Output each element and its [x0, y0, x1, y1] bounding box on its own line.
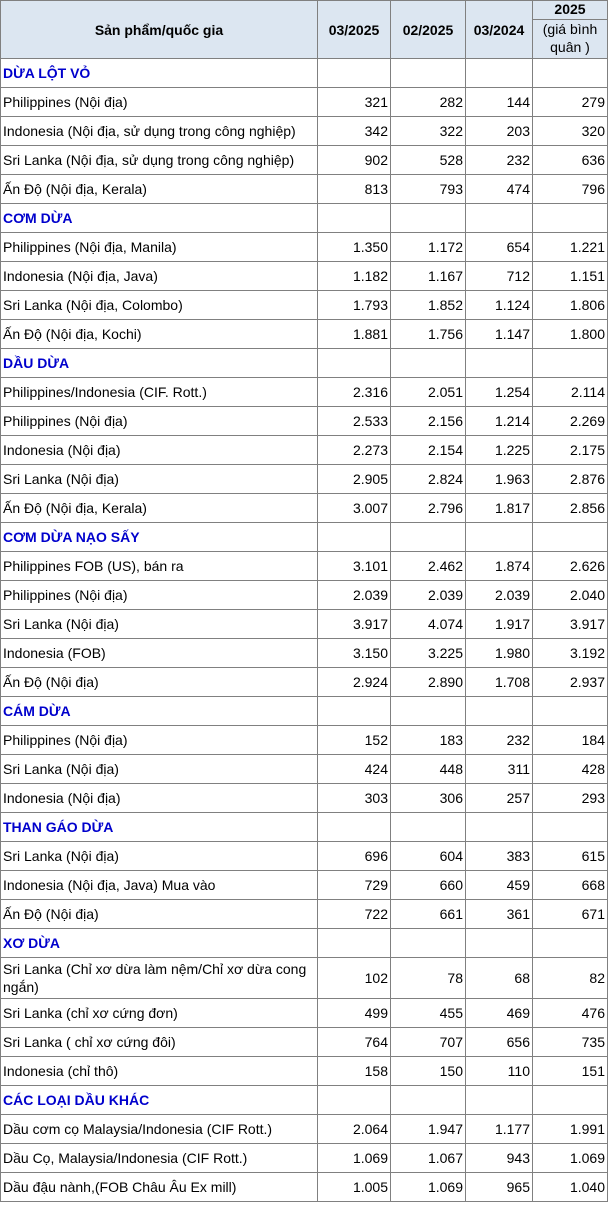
empty-cell: [391, 1086, 466, 1115]
row-label: Indonesia (chỉ thô): [1, 1057, 318, 1086]
row-label: Ấn Độ (Nội địa): [1, 668, 318, 697]
table-row: [1, 378, 608, 407]
row-label: Indonesia (Nội địa, Java): [1, 262, 318, 291]
section-header-row: [1, 929, 608, 958]
table-row: [1, 668, 608, 697]
value-cell-v1: 2.924: [318, 668, 391, 697]
row-label: Sri Lanka (Nội địa): [1, 755, 318, 784]
value-cell-v4: 1.806: [533, 291, 608, 320]
value-cell-v2: 793: [391, 175, 466, 204]
table-row: [1, 291, 608, 320]
empty-cell: [391, 813, 466, 842]
empty-cell: [318, 204, 391, 233]
empty-cell: [391, 697, 466, 726]
value-cell-v3: 361: [466, 900, 533, 929]
value-cell-v1: 1.069: [318, 1144, 391, 1173]
value-cell-v3: 474: [466, 175, 533, 204]
value-cell-v2: 528: [391, 146, 466, 175]
value-cell-v4: 82: [533, 958, 608, 999]
empty-cell: [533, 204, 608, 233]
value-cell-v2: 1.167: [391, 262, 466, 291]
value-cell-v4: 3.192: [533, 639, 608, 668]
value-cell-v4: 279: [533, 88, 608, 117]
value-cell-v3: 144: [466, 88, 533, 117]
value-cell-v3: 459: [466, 871, 533, 900]
value-cell-v2: 2.824: [391, 465, 466, 494]
value-cell-v2: 1.069: [391, 1173, 466, 1202]
header-03-2024: 03/2024: [466, 1, 533, 59]
empty-cell: [391, 349, 466, 378]
value-cell-v1: 424: [318, 755, 391, 784]
value-cell-v1: 764: [318, 1028, 391, 1057]
empty-cell: [466, 929, 533, 958]
empty-cell: [391, 523, 466, 552]
row-label: Dầu cơm cọ Malaysia/Indonesia (CIF Rott.): [1, 1115, 318, 1144]
value-cell-v3: 656: [466, 1028, 533, 1057]
value-cell-v3: 1.254: [466, 378, 533, 407]
header-02-2025: 02/2025: [391, 1, 466, 59]
value-cell-v1: 2.533: [318, 407, 391, 436]
section-header-row: [1, 523, 608, 552]
row-label: Sri Lanka (Nội địa): [1, 465, 318, 494]
value-cell-v4: 668: [533, 871, 608, 900]
value-cell-v4: 428: [533, 755, 608, 784]
value-cell-v1: 2.316: [318, 378, 391, 407]
table-row: [1, 784, 608, 813]
value-cell-v1: 158: [318, 1057, 391, 1086]
section-header-row: [1, 59, 608, 88]
empty-cell: [318, 1086, 391, 1115]
value-cell-v3: 1.214: [466, 407, 533, 436]
table-row: [1, 88, 608, 117]
value-cell-v4: 735: [533, 1028, 608, 1057]
value-cell-v2: 150: [391, 1057, 466, 1086]
value-cell-v3: 654: [466, 233, 533, 262]
table-row: [1, 871, 608, 900]
empty-cell: [533, 813, 608, 842]
value-cell-v2: 3.225: [391, 639, 466, 668]
row-label: Ấn Độ (Nội địa, Kerala): [1, 494, 318, 523]
empty-cell: [318, 349, 391, 378]
row-label: Sri Lanka ( chỉ xơ cứng đôi): [1, 1028, 318, 1057]
empty-cell: [391, 59, 466, 88]
row-label: Philippines (Nội địa): [1, 407, 318, 436]
row-label: Philippines (Nội địa): [1, 88, 318, 117]
empty-cell: [391, 204, 466, 233]
value-cell-v3: 965: [466, 1173, 533, 1202]
table-row: [1, 1144, 608, 1173]
value-cell-v1: 1.182: [318, 262, 391, 291]
row-label: Indonesia (Nội địa): [1, 784, 318, 813]
table-row: [1, 465, 608, 494]
value-cell-v2: 306: [391, 784, 466, 813]
row-label: Philippines FOB (US), bán ra: [1, 552, 318, 581]
value-cell-v3: 1.917: [466, 610, 533, 639]
value-cell-v3: 1.817: [466, 494, 533, 523]
value-cell-v2: 1.852: [391, 291, 466, 320]
value-cell-v2: 183: [391, 726, 466, 755]
value-cell-v4: 1.151: [533, 262, 608, 291]
value-cell-v3: 1.980: [466, 639, 533, 668]
value-cell-v4: 1.221: [533, 233, 608, 262]
empty-cell: [533, 929, 608, 958]
table-row: [1, 1057, 608, 1086]
value-cell-v4: 3.917: [533, 610, 608, 639]
value-cell-v3: 311: [466, 755, 533, 784]
value-cell-v4: 151: [533, 1057, 608, 1086]
row-label: Philippines (Nội địa, Manila): [1, 233, 318, 262]
table-body: [1, 59, 608, 1202]
table-row: [1, 755, 608, 784]
value-cell-v4: 2.269: [533, 407, 608, 436]
value-cell-v1: 1.005: [318, 1173, 391, 1202]
value-cell-v1: 102: [318, 958, 391, 999]
value-cell-v4: 2.175: [533, 436, 608, 465]
value-cell-v3: 68: [466, 958, 533, 999]
value-cell-v4: 796: [533, 175, 608, 204]
table-row: [1, 320, 608, 349]
table-row: [1, 494, 608, 523]
value-cell-v2: 448: [391, 755, 466, 784]
row-label: Indonesia (Nội địa, sử dụng trong công nghiệp): [1, 117, 318, 146]
row-label: Indonesia (FOB): [1, 639, 318, 668]
value-cell-v2: 78: [391, 958, 466, 999]
value-cell-v3: 232: [466, 146, 533, 175]
value-cell-v1: 3.101: [318, 552, 391, 581]
row-label: Ấn Độ (Nội địa): [1, 900, 318, 929]
table-row: [1, 436, 608, 465]
section-title: CÁC LOẠI DẦU KHÁC: [1, 1086, 318, 1115]
value-cell-v2: 4.074: [391, 610, 466, 639]
value-cell-v1: 342: [318, 117, 391, 146]
value-cell-v3: 110: [466, 1057, 533, 1086]
value-cell-v1: 2.064: [318, 1115, 391, 1144]
header-row: [1, 1, 608, 59]
value-cell-v4: 1.069: [533, 1144, 608, 1173]
section-title: THAN GÁO DỪA: [1, 813, 318, 842]
value-cell-v1: 3.007: [318, 494, 391, 523]
value-cell-v2: 1.067: [391, 1144, 466, 1173]
section-header-row: [1, 813, 608, 842]
value-cell-v3: 1.177: [466, 1115, 533, 1144]
value-cell-v4: 2.626: [533, 552, 608, 581]
empty-cell: [466, 204, 533, 233]
table-row: [1, 581, 608, 610]
value-cell-v2: 2.154: [391, 436, 466, 465]
value-cell-v2: 455: [391, 999, 466, 1028]
value-cell-v4: 671: [533, 900, 608, 929]
section-title: CƠM DỪA NẠO SẤY: [1, 523, 318, 552]
row-label: Sri Lanka (Nội địa, sử dụng trong công nghiệp): [1, 146, 318, 175]
value-cell-v3: 469: [466, 999, 533, 1028]
value-cell-v3: 1.225: [466, 436, 533, 465]
row-label: Philippines/Indonesia (CIF. Rott.): [1, 378, 318, 407]
empty-cell: [466, 813, 533, 842]
empty-cell: [466, 697, 533, 726]
value-cell-v2: 2.796: [391, 494, 466, 523]
row-label: Philippines (Nội địa): [1, 726, 318, 755]
value-cell-v4: 1.991: [533, 1115, 608, 1144]
value-cell-v2: 1.172: [391, 233, 466, 262]
row-label: Sri Lanka (Nội địa): [1, 842, 318, 871]
value-cell-v4: 184: [533, 726, 608, 755]
row-label: Indonesia (Nội địa, Java) Mua vào: [1, 871, 318, 900]
value-cell-v1: 303: [318, 784, 391, 813]
value-cell-v4: 615: [533, 842, 608, 871]
empty-cell: [318, 59, 391, 88]
empty-cell: [533, 349, 608, 378]
empty-cell: [533, 697, 608, 726]
value-cell-v2: 604: [391, 842, 466, 871]
value-cell-v4: 476: [533, 999, 608, 1028]
empty-cell: [391, 929, 466, 958]
section-header-row: [1, 697, 608, 726]
value-cell-v2: 661: [391, 900, 466, 929]
table-row: [1, 262, 608, 291]
value-cell-v4: 2.114: [533, 378, 608, 407]
value-cell-v2: 1.947: [391, 1115, 466, 1144]
value-cell-v1: 696: [318, 842, 391, 871]
value-cell-v3: 943: [466, 1144, 533, 1173]
table-row: [1, 1115, 608, 1144]
value-cell-v1: 2.039: [318, 581, 391, 610]
header-03-2025: 03/2025: [318, 1, 391, 59]
value-cell-v1: 321: [318, 88, 391, 117]
table-row: [1, 610, 608, 639]
table-row: [1, 842, 608, 871]
table-row: [1, 175, 608, 204]
header-2025-sub: (giá bình quân ): [542, 21, 598, 55]
value-cell-v1: 729: [318, 871, 391, 900]
value-cell-v4: 1.040: [533, 1173, 608, 1202]
row-label: Sri Lanka (Nội địa): [1, 610, 318, 639]
value-cell-v1: 902: [318, 146, 391, 175]
value-cell-v4: 636: [533, 146, 608, 175]
table-row: [1, 1028, 608, 1057]
value-cell-v2: 1.756: [391, 320, 466, 349]
value-cell-v1: 2.273: [318, 436, 391, 465]
value-cell-v4: 2.856: [533, 494, 608, 523]
table-row: [1, 233, 608, 262]
value-cell-v4: 1.800: [533, 320, 608, 349]
value-cell-v4: 320: [533, 117, 608, 146]
value-cell-v2: 660: [391, 871, 466, 900]
value-cell-v1: 3.917: [318, 610, 391, 639]
header-product-country: Sản phẩm/quốc gia: [1, 1, 318, 59]
value-cell-v2: 2.890: [391, 668, 466, 697]
section-title: DỪA LỘT VỎ: [1, 59, 318, 88]
table-row: [1, 117, 608, 146]
header-2025-year: 2025: [533, 1, 607, 20]
value-cell-v2: 282: [391, 88, 466, 117]
value-cell-v4: 2.937: [533, 668, 608, 697]
section-title: DẦU DỪA: [1, 349, 318, 378]
section-header-row: [1, 204, 608, 233]
value-cell-v4: 293: [533, 784, 608, 813]
value-cell-v1: 722: [318, 900, 391, 929]
row-label: Sri Lanka (chỉ xơ cứng đơn): [1, 999, 318, 1028]
value-cell-v2: 2.156: [391, 407, 466, 436]
empty-cell: [466, 1086, 533, 1115]
value-cell-v3: 1.874: [466, 552, 533, 581]
value-cell-v1: 1.350: [318, 233, 391, 262]
value-cell-v2: 2.039: [391, 581, 466, 610]
value-cell-v1: 3.150: [318, 639, 391, 668]
value-cell-v2: 2.462: [391, 552, 466, 581]
value-cell-v1: 2.905: [318, 465, 391, 494]
table-row: [1, 146, 608, 175]
row-label: Philippines (Nội địa): [1, 581, 318, 610]
empty-cell: [318, 697, 391, 726]
empty-cell: [533, 523, 608, 552]
value-cell-v3: 2.039: [466, 581, 533, 610]
value-cell-v3: 1.963: [466, 465, 533, 494]
empty-cell: [466, 59, 533, 88]
empty-cell: [533, 59, 608, 88]
row-label: Dầu Cọ, Malaysia/Indonesia (CIF Rott.): [1, 1144, 318, 1173]
section-title: CÁM DỪA: [1, 697, 318, 726]
empty-cell: [318, 523, 391, 552]
table-row: [1, 726, 608, 755]
empty-cell: [533, 1086, 608, 1115]
value-cell-v2: 707: [391, 1028, 466, 1057]
value-cell-v1: 813: [318, 175, 391, 204]
value-cell-v2: 2.051: [391, 378, 466, 407]
row-label: Ấn Độ (Nội địa, Kerala): [1, 175, 318, 204]
value-cell-v1: 499: [318, 999, 391, 1028]
value-cell-v3: 1.708: [466, 668, 533, 697]
empty-cell: [318, 813, 391, 842]
section-title: CƠM DỪA: [1, 204, 318, 233]
row-label: Sri Lanka (Nội địa, Colombo): [1, 291, 318, 320]
table-row: [1, 999, 608, 1028]
table-row: [1, 407, 608, 436]
value-cell-v3: 232: [466, 726, 533, 755]
value-cell-v1: 1.793: [318, 291, 391, 320]
value-cell-v3: 1.124: [466, 291, 533, 320]
table-row: [1, 639, 608, 668]
section-title: XƠ DỪA: [1, 929, 318, 958]
value-cell-v1: 1.881: [318, 320, 391, 349]
value-cell-v3: 1.147: [466, 320, 533, 349]
table-row: [1, 1173, 608, 1202]
row-label: Indonesia (Nội địa): [1, 436, 318, 465]
value-cell-v3: 257: [466, 784, 533, 813]
row-label: Dầu đậu nành,(FOB Châu Âu Ex mill): [1, 1173, 318, 1202]
empty-cell: [466, 523, 533, 552]
table-row: [1, 958, 608, 999]
empty-cell: [318, 929, 391, 958]
value-cell-v1: 152: [318, 726, 391, 755]
table-row: [1, 900, 608, 929]
value-cell-v2: 322: [391, 117, 466, 146]
section-header-row: [1, 1086, 608, 1115]
section-header-row: [1, 349, 608, 378]
row-label: Sri Lanka (Chỉ xơ dừa làm nệm/Chỉ xơ dừa cong ngắn): [1, 958, 318, 999]
value-cell-v4: 2.876: [533, 465, 608, 494]
header-2025-average: [533, 1, 608, 59]
value-cell-v4: 2.040: [533, 581, 608, 610]
row-label: Ấn Độ (Nội địa, Kochi): [1, 320, 318, 349]
table-row: [1, 552, 608, 581]
value-cell-v3: 712: [466, 262, 533, 291]
value-cell-v3: 383: [466, 842, 533, 871]
value-cell-v3: 203: [466, 117, 533, 146]
empty-cell: [466, 349, 533, 378]
